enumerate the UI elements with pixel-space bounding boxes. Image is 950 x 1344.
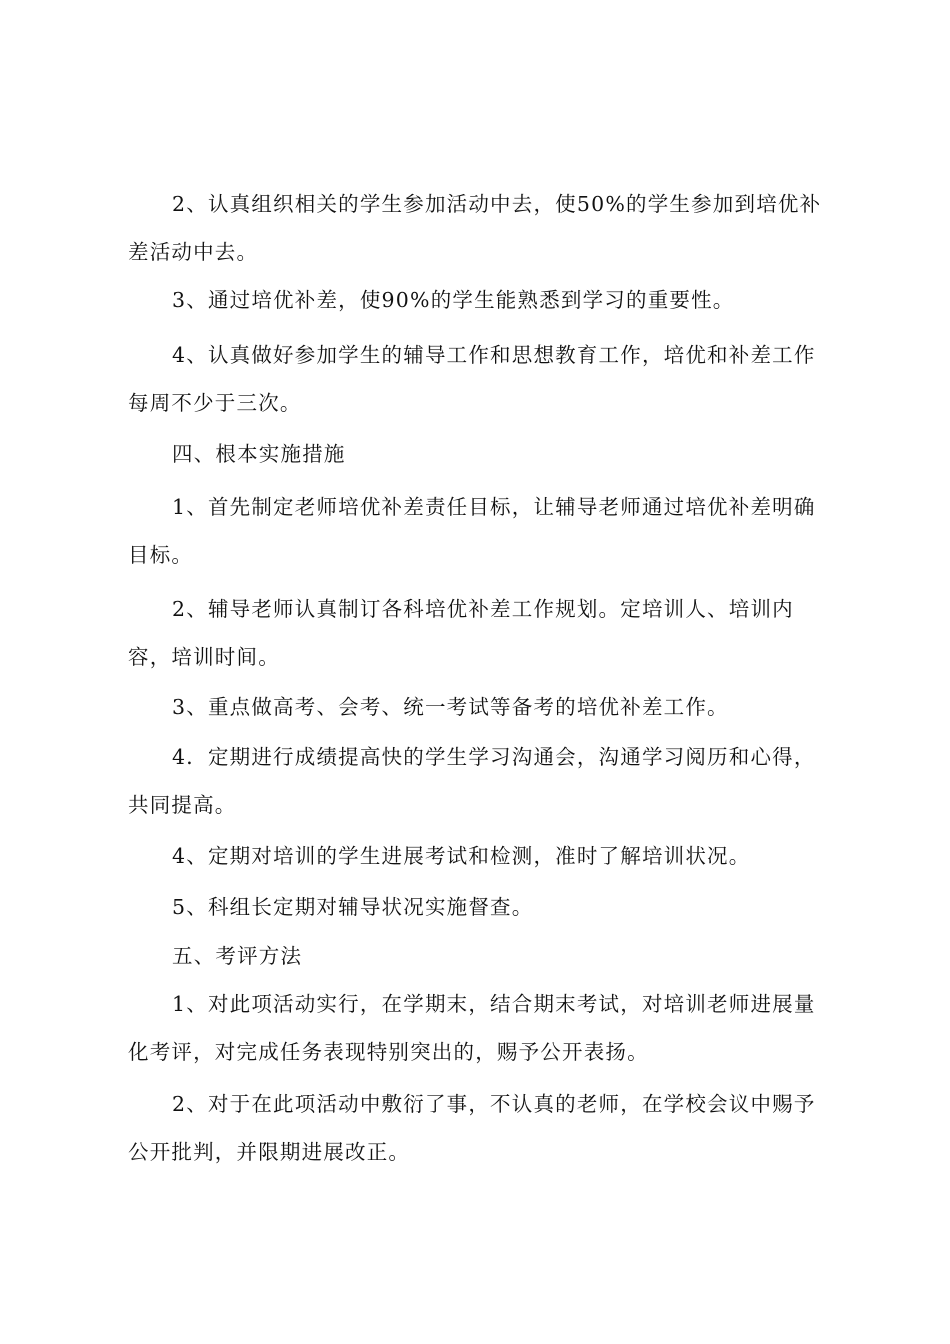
paragraph-goal-3: 3、通过培优补差，使90%的学生能熟悉到学习的重要性。 [172,288,735,312]
paragraph-measure-2: 2、辅导老师认真制订各科培优补差工作规划。定培训人、培训内容，培训时间。 [128,597,794,669]
paragraph-goal-4: 4、认真做好参加学生的辅导工作和思想教育工作，培优和补差工作每周不少于三次。 [128,343,816,415]
paragraph-goal-2: 2、认真组织相关的学生参加活动中去，使50%的学生参加到培优补差活动中去。 [128,192,822,264]
paragraph-evaluation-1: 1、对此项活动实行，在学期末，结合期末考试，对培训老师进展量化考评，对完成任务表现特别突出的，赐予公开表扬。 [128,992,816,1064]
section-heading-measures: 四、根本实施措施 [172,442,346,466]
paragraph-measure-1: 1、首先制定老师培优补差责任目标，让辅导老师通过培优补差明确目标。 [128,495,816,567]
section-heading-evaluation: 五、考评方法 [172,944,303,968]
paragraph-measure-3: 3、重点做高考、会考、统一考试等备考的培优补差工作。 [172,695,729,719]
paragraph-measure-4a: 4．定期进行成绩提高快的学生学习沟通会，沟通学习阅历和心得，共同提高。 [128,745,816,817]
paragraph-measure-5: 5、科组长定期对辅导状况实施督查。 [172,895,534,919]
paragraph-measure-4b: 4、定期对培训的学生进展考试和检测，准时了解培训状况。 [172,844,751,868]
paragraph-evaluation-2: 2、对于在此项活动中敷衍了事，不认真的老师，在学校会议中赐予公开批判，并限期进展改正。 [128,1092,816,1164]
